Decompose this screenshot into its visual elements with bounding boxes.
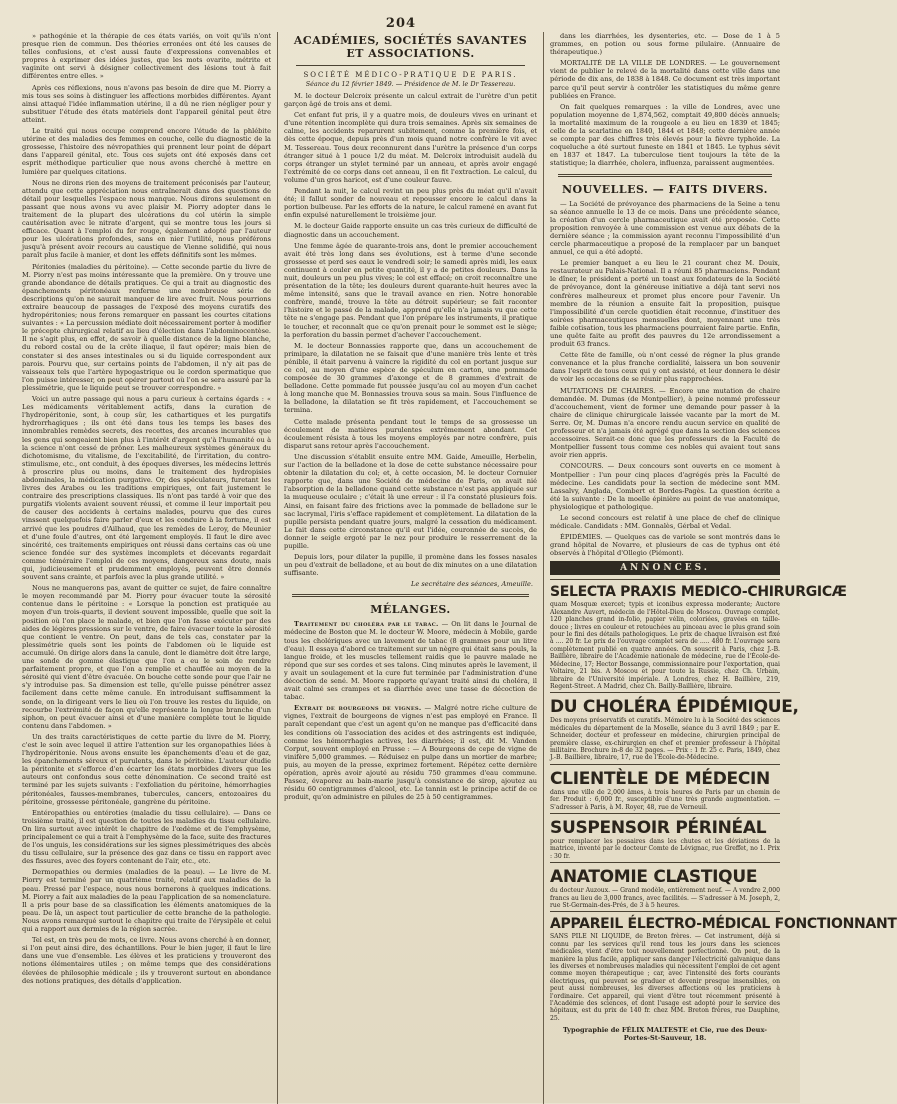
ads-banner: ANNONCES. [550, 561, 780, 575]
ad-headline: SUSPENSOIR PÉRINÉAL [550, 817, 767, 838]
society-report [284, 92, 537, 577]
divider [558, 174, 772, 177]
news-item: Le second concours est relatif à une place de chef de clinique médicale. Candidats : MM. Gonnalès, Gérbal et Vedal. [550, 513, 780, 531]
section-title-news: NOUVELLES. — FAITS DIVERS. [562, 182, 768, 196]
column-left [16, 32, 278, 1104]
news-item: — La Société de prévoyance des pharmaciens de la Seine a tenu sa séance annuelle le 13 de ce mois. Dans une précédente séance, la création d'un cercle pharmaceutique avait été proposée. Cette proposition renvoyée à une commission est venue aux débats de la dernière séance ; la commission ayant reconnu l'impossibilité d'un cercle pharmaceutique a proposé de la remplacer par un banquet annuel, ce qui a été adopté. [550, 199, 780, 257]
article-paragraph: Tel est, en très peu de mots, ce livre. Nous avons cherché à en donner, si l'on peut ainsi dire, des échantillons. Pour le bien juger, il faut le lire dans une vue d'ensemble. Les élèves et les praticiens y trouveront des notions élémentaires utiles ; on même temps que des considérations élevées de philosophie médicale ; ils y trouveront surtout en abondance des notions pratiques, des détails d'application. [22, 936, 271, 985]
melanges-list [284, 620, 537, 801]
news-item: MUTATIONS DE CHAIRES. — Encore une mutation de chaire demandée. M. Dumas (de Montpellier), à peine nommé professeur d'accouchement, vient de former une demande pour passer à la chaire de clinique chirurgicale laissée vacante par la mort de M. Serre. Or, M. Dumas n'a encore rendu aucun service en qualité de professeur et n'a jamais été agrégé que dans la section des sciences accessoires. Serait-ce donc que les professeurs de la Faculté de Montpellier fussent tous comme ces nobles qui avaient tout sans avoir rien appris. [550, 386, 780, 460]
news-paragraph: dans les diarrhées, les dysenteries, etc. — Dose de 1 à 5 grammes, en potion ou sous forme pilulaire. (Annuaire de thérapeutique.) [550, 32, 780, 57]
section-title-academies: ACADÉMIES, SOCIÉTÉS SAVANTES ET ASSOCIATIONS. [293, 34, 528, 60]
advertisement [550, 692, 799, 762]
report-paragraph: M. le docteur Gaide rapporte ensuite un cas très curieux de difficulté de diagnostic dans un accouchement. [284, 222, 537, 239]
report-paragraph: Pendant la nuit, le calcul revint un peu plus près du méat qu'il n'avait été; il fallut sonder de nouveau et repousser encore le calcul dans la portion bulbeuse. Par les efforts de la nature, le calcul ramené en avant fut enfin expulsé naturellement le troisième jour. [284, 187, 537, 220]
news-paragraph: MORTALITÉ DE LA VILLE DE LONDRES. — Le gouvernement vient de publier le relevé de la mortalité dans cette ville dans une période de dix ans, de 1838 à 1848. Ce document est très important parce qu'il peut servir à contrôler les statistiques du même genre publiées en France. [550, 59, 780, 100]
news-paragraph: On fait quelques remarques : la ville de Londres, avec une population moyenne de 1,874,562, comptait 49,800 décès annuels; la mortalité maximum de la rougeole a eu lieu en 1839 et 1845; celle de la scarlatine en 1840, 1844 et 1848; cette dernière année se compte par des chiffres très élevés pour la fièvre typhoïde. La coqueluche a été surtout funeste en 1841 et 1845. Le typhus sévit en 1837 et 1847. La tuberculose tient toujours la tête de la statistique; la diarrhée, cholera, influenza, paraissent augmentées. [550, 102, 780, 168]
report-paragraph: M. le docteur Delcroix présente un calcul extrait de l'urètre d'un petit garçon âgé de trois ans et demi. [284, 92, 537, 109]
melange-text: — Malgré notre riche culture de vignes, l'extrait de bourgeons de vignes n'est pas employé en France. Il paraît cependant que c'est un agent qu'on ne manque pas d'efficacité dans les conditions où l'association des acides et des astringents est indiquée, comme les hémorrhagies actives, les diarrhées; il est, dit M. Vanden Corput, souvent employé en Prusse : — A Bourgeons de cepe de vigne de vinifère 5,000 grammes. — Réduisez en pulpe dans un mortier de marbre; puis, au moyen de la presse, exprimez fortement. Répétez cette dernière opération, après avoir ajouté au résidu 750 grammes d'eau commune. Passez, évaporez au bain-marie jusqu'à consistance de sirop, ajoutez au résidu 60 centigrammes d'alcool, etc. Le tannin est le principe actif de ce produit, qu'on administre en pilules de 25 à 50 centigrammes. [284, 704, 537, 802]
melange-heading: Extrait de bourgeons de vignes. [294, 704, 422, 713]
melange-item [284, 620, 537, 701]
advertisement [550, 862, 780, 909]
advertisement [550, 813, 780, 860]
news-list [550, 200, 780, 558]
advertisement [550, 579, 847, 690]
report-paragraph: Depuis lors, pour dilater la pupille, il promène dans les fosses nasales un peu d'extrait de belladone, et au bout de dix minutes on a une dilatation suffisante. [284, 553, 537, 578]
news-item: ÉPIDÉMIES. — Quelques cas de variole se sont montrés dans le grand hôpital de Novarre, et plusieurs de cas de typhus ont été observés à l'hôpital d'Ollegio (Piémont). [550, 533, 780, 558]
divider [296, 65, 525, 66]
article-paragraph: Nous ne manquerons pas, avant de quitter ce sujet, de faire connaître le moyen recommandé par M. Piorry pour évacuer toute la sérosité contenue dans le péritoine : « Lorsque la ponction est pratiquée au moyen d'un trois-quarts, il devient souvent impossible, quelle que soit la position où l'on place le malade, et bien que l'on fasse exécuter par des aides de légères pressions sur le ventre, de faire évacuer toute la sérosité que contient le ventre. On peut, dans de tels cas, constater par la plessimétrie quels sont les points de l'abdomen où le liquide est accumulé. On dirige alors dans la canule, dont le diamètre doit être large, une sonde de gomme élastique que l'on a eu le soin de rendre parfaitement propre, et que l'on a remplie et chauffée au moyen de la sérosité qui vient d'être évacuée. On bouche cette sonde pour que l'air ne s'y introduise pas. Sa dimension est telle, qu'elle puisse pénétrer assez facilement dans cette même canule. En introduisant suffisamment la sonde, on la dirigeant vers le lieu où l'on trouve les restes du liquide, on recourbe l'extrémité de façon qu'elle représente la longue branche d'un siphon, on peut évacuer ainsi et d'une manière complète tout le liquide contenu dans l'abdomen. » [22, 584, 271, 730]
article-paragraph: Nous ne dirons rien des moyens de traitement préconisés par l'auteur, attendu que cette appréciation nous entraînerait dans des questions de détail pour lesquelles l'espace nous manque. Nous dirons seulement en passant que nous avons vu avec plaisir M. Piorry adopter dans le traitement de la plupart des ulcérations du col utérin la simple cautérisation avec le nitrate d'argent, qui se montre tous les jours si efficace. Quant à l'emploi du fer rouge, également adopté par l'auteur pour les ulcérations profondes, sans en nier l'utilité, nous préférons jusqu'à présent avoir recours au caustique de Vienne solidifié, qui nous paraît plus facile à manier, et dont les effets définitifs sont les mêmes. [22, 178, 271, 260]
melange-heading: Traitement du choléra par le tabac. [294, 620, 439, 629]
ad-headline: CLIENTÈLE DE MÉDECIN [550, 768, 770, 789]
ad-text: quam Mosquæ exercet; typis et iconibus expressa moderante; Auctore Alexandre Auvert, médecin de l'Hôtel-Dieu de Moscou. Ouvrage complet, 120 planches grand in-folio, papier vélin, coloriées, gravées en taille-douce ; livres en couleur et retouchées au pinceau avec le plus grand soin pour le fini des détails pathologiques. Le prix de chaque livraison est fixé à .... 20 fr. Le prix de l'ouvrage complet sera de ..... 480 fr. L'ouvrage sera complètement publié en quatre années. On souscrit à Paris, chez J.-B. Baillière, libraire de l'Académie nationale de médecine, rue de l'École-de-Médecine, 17; Hector Bossange, commissionnaire pour l'exportation, quai Voltaire, 21 bis. A Moscou et pour toute la Russie, chez Ch. Urbain, libraire de l'Université impériale. A Londres, chez H. Baillière, 219, Regent-Street. A Madrid, chez Ch. Bailly-Baillière, libraire. [550, 601, 780, 690]
article-paragraph: Un des traits caractéristiques de cette partie du livre de M. Piorry, c'est le soin avec lequel il attire l'attention sur les organopathies liées à l'hydropéritonie. Nous avons ensuite les épanchements d'eau et de gaz, les épanchements séreux et purulents, dans le péritoine. L'auteur étudie la péritonite et s'efforce d'en écarter les états morbides divers que les auteurs ont confondus sous cette dénomination. Ce second traité est terminé par les sujets suivants : l'exfoliation du péritoine, hémorrhagies péritonéales, fausses-membranes, tubercules, cancers, entozoaires du péritoine, grossesse péritonéale, gangrène du péritoine. [22, 732, 271, 806]
ad-text: pour remplacer les pessaires dans les chutes et les déviations de la matrice, inventé par le docteur Comte de Lévignac, rue Greffet, no 1. Prix : 30 fr. [550, 837, 780, 860]
article-paragraph: Entéropathies ou entéroties (maladie du tissu cellulaire). — Dans ce troisième traité, il est question de toutes les maladies du tissu cellulaire. On lira surtout avec intérêt le chapitre de l'œdème et de l'emphysème, principalement ce qui a trait à l'emphysème de la face, suite des fractures de l'os unguis, les considérations sur les signes plessimétriques des abcès du tissu cellulaire, sur la présence des gaz dans ce tissu en rapport avec des fissures, avec des foyers contenant de l'air, etc., etc. [22, 808, 271, 866]
article-paragraph: Dermopathies ou dermies (maladies de la peau). — Le livre de M. Piorry est terminé par un quatrième traité, relatif aux maladies de la peau. Pressé par l'espace, nous nous bornerons à quelques indications. M. Piorry a fait aux maladies de la peau l'application de sa nomenclature. Il a pris pour base de sa classification les éléments anatomiques de la peau. De là, un aspect tout particulier de cette branche de la pathologie. Nous avons remarqué surtout le chapitre qui traite de l'érysipèle et celui qui a rapport aux dermies de la région sacrée. [22, 868, 271, 934]
session-meta: Séance du 12 février 1849. — Présidence de M. le Dr Tessereau. [305, 80, 516, 88]
secretary-signature: Le secrétaire des séances, Ameuille. [411, 580, 533, 589]
ad-text: Des moyens préservatifs et curatifs. Mémoire lu à la Société des sciences médicales du département de la Moselle, séance du 3 avril 1849 ; par E. Schneider, docteur et professeur en médecine, chirurgien principal de première classe, ex-chirurgien en chef et premier professeur à l'hôpital militaire. Brochure in-8 de 32 pages. — Prix : 1 fr. 25 c. Paris, 1849, chez J.-B. Baillière, libraire, 17, rue de l'École-de-Médecine. [550, 717, 780, 762]
printer-imprint: Typographie de FÉLIX MALTESTE et Cie, rue des Deux-Portes-St-Sauveur, 18. [562, 1026, 768, 1043]
divider [292, 594, 529, 597]
column-middle [278, 32, 544, 1104]
ad-text: du docteur Auzoux. — Grand modèle, entièrement neuf. — A vendre 2,000 francs au lieu de 3,000 francs, avec facilités. — S'adresser à M. Joseph, 2, rue St-Germain-des-Prés, de 3 à 5 heures. [550, 887, 780, 909]
news-item: Cette fête de famille, où n'ont cessé de régner la plus grande convenance et la plus franche cordialité, laissera un bon souvenir dans l'esprit de tous ceux qui y ont assisté, et leur donnera le désir de voir les occasions de se réunir plus rapprochées. [550, 351, 780, 384]
columns [16, 32, 897, 1104]
article-paragraph: Après ces réflexions, nous n'avons pas besoin de dire que M. Piorry a mis tous ses soins à distinguer les affections morbides différentes. Ayant ainsi attaqué l'idée inflammation utérine, il a dû ne rien négliger pour y substituer l'étude des états matériels dont l'appareil génital peut être atteint. [22, 83, 271, 124]
ad-headline: ANATOMIE CLASTIQUE [550, 867, 758, 888]
section-title-melanges: MÉLANGES. [370, 603, 451, 617]
article-paragraph: Le traité qui nous occupe comprend encore l'étude de la phlébite utérine et des maladies des femmes en couche, celle du diagnostic de la grossesse, l'histoire des névropathies qui prennent leur point de départ dans l'appareil génital, etc. Tous ces sujets ont été exposés dans cet esprit méthodique particulier que nous avons cherché à mettre en lumière par quelques citations. [22, 127, 271, 176]
advertisement [550, 764, 780, 811]
society-name: SOCIÉTÉ MÉDICO-PRATIQUE DE PARIS. [303, 71, 518, 79]
ads-list [550, 579, 897, 1022]
report-paragraph: Une discussion s'établit ensuite entre MM. Gaide, Ameuille, Herbelin, sur l'action de la belladone et la dose de cette substance nécessaire pour obtenir la dilatation du col; et, à cette occasion, M. le docteur Cornuier rapporte que, dans une Société de médecine de Paris, on avait nié l'absorption de la belladone quand cette substance n'est pas appliquée sur la muqueuse oculaire ; c'était là une erreur : il l'a constaté plusieurs fois. Ainsi, en faisant faire des frictions avec la pommade de belladone sur le sac lacrymal, l'iris s'efface rapidement et complètement. La dilatation de la pupille persista pendant quatre jours, malgré la cessation du médicament. Le fait dans cette circonstance qu'il eut l'idée, couronnée de succès, de donner le seigle ergoté par le nez pour produire le resserrement de la pupille. [284, 452, 537, 550]
therapeutics-and-mortality [550, 32, 780, 168]
report-paragraph: M. le docteur Bonnassies rapporte que, dans un accouchement de primipare, la dilatation ne se faisait que d'une manière très lente et très pénible, il était parvenu à vaincre la rigidité du col en portant jusque sur ce col, au moyen d'une espèce de spéculum en carton, une pommade composée de 30 grammes d'axonge et de 8 grammes d'extrait de belladone. Cette pommade fut poussée jusqu'au col au moyen d'un cachet à long manche que M. Bonnassies trouva sous sa main. Sous l'influence de la belladone, la dilatation se fit très rapidement, et l'accouchement se termina. [284, 341, 537, 415]
column-right [544, 32, 897, 1104]
article-paragraph: » pathogénie et la thérapie de ces états variés, on voit qu'ils n'ont presque rien de commun. Des théories erronées ont été les causes de telles confusions, et c'est aussi faute d'expressions convenables et propres à exprimer des idées justes, que les mots ovarite, métrite et vaginite ont servi à désigner collectivement des lésions tout à fait différentes entre elles. » [22, 32, 271, 81]
ad-headline: SELECTA PRAXIS MEDICO-CHIRURGICÆ [550, 584, 847, 601]
news-item: CONCOURS. — Deux concours sont ouverts en ce moment à Montpellier : l'un pour cinq places d'agrégés près la Faculté de médecine. Les candidats pour la section de médecine sont MM. Lassalvy, Anglada, Combert et Bordes-Pagès. La question écrite a été la suivante : De la moelle épinière au point de vue anatomique, physiologique et pathologique. [550, 462, 780, 511]
article-paragraph: Voici un autre passage qui nous a paru curieux à certains égards : « Les médicaments véritablement actifs, dans la curation de l'hydropéritonie, sont, à coup sûr, les cathartiques et les purgatifs hydrorrhagiques ; ils ont été dans tous les temps les bases des innombrables remèdes secrets, des recettes, des arcanes incurables que les gens qui songeaient bien plus à l'intérêt d'argent qu'à l'humanité ou à la science n'ont cessé de prôner. Les malheureux systèmes généraux du dichotomisme, du vitalisme, de l'excitabilité, de l'irritation, du contro-stimulisme, etc., ont conduit, à des époques diverses, les médecins lettrés à proscrire plus ou moins, dans le traitement des hydropisies abdominales, la médication purgative. Or, des spéculateurs, furetant les livres des Arabes ou les traditions empiriques, ont fait justement le contraire des prescriptions classiques. Ils n'ont pas tardé à voir que des purgatifs violents avaient souvent réussi, et comme il leur importait peu de causer des accidents à certains malades, pourvu que des cures vinssent quelquefois faire parler d'eux et les conduire à la fortune, il est arrivé que les poudres d'Ailhaud, que les remèdes de Leroy, de Meunier et d'une foule d'autres, ont été largement employés. Il faut le dire avec sincérité, ces traitements empiriques ont réussi dans certains cas où une science fondée sur des systèmes incomplets et décevants regardait comme téméraire l'emploi de ces moyens, dangereux sans doute, mais qui, judicieusement et prudemment employés, peuvent être donnés souvent sans crainte, et parfois avec la plus grande utilité. » [22, 395, 271, 582]
advertisement [550, 911, 897, 1022]
report-paragraph: Cette malade présenta pendant tout le temps de sa grossesse un écoulement de matières purulentes extrêmement abondant. Cet écoulement résista à tous les moyens employés par notre confrère, puis disparut sans retour après l'accouchement. [284, 417, 537, 450]
page-number: 204 [385, 16, 417, 31]
report-paragraph: Une femme âgée de quarante-trois ans, dont le premier accouchement avait été très long dans ses évolutions, est à terme d'une seconde grossesse et perd ses eaux le vendredi soir; le samedi après midi, les eaux continuent à couler en petite quantité, il y a de petites douleurs. Dans la nuit, douleurs un peu plus vives; le col est effacé; on croit reconnaître une présentation de la tête; les douleurs durent quarante-huit heures avec la même intensité, sans que le travail avance en rien. Notre honorable confrère, mandé, trouve la tête au détroit supérieur; se fait raconter l'histoire et le passé de la malade, apprend qu'elle n'a jamais vu que cette tête ne s'engage pas. Pendant que l'on prépare les instruments, il pratique le toucher, et reconnaît que ce qu'on prenait pour le sommet est le siège; la perforation du bassin permet d'achever l'accouchement. [284, 241, 537, 339]
article-paragraph: Péritonies (maladies du péritoine). — Cette seconde partie du livre de M. Piorry n'est pas moins intéressante que la première. On y trouve une grande abondance de détails pratiques. Ce qui a trait au diagnostic des épanchements péritonéaux renferme une nombreuse série de descriptions qu'on ne saurait manquer de lire avec fruit. Nous pourrions extraire beaucoup de passages de l'exposé des moyens curatifs des hydropéritonies; nous ferons remarquer en passant les courtes citations suivantes : « La percussion médiate doit nécessairement porter à modifier le précepte chirurgical relatif au lieu d'élection dans l'abdominocentèse. Il ne s'agit plus, en effet, de savoir à quelle distance de la ligne blanche, du rebord costal ou de la crête iliaque, il faut opérer; mais bien de constater si des anses intestinales ou si du liquide correspondent aux parois. Pourvu que, sur certains points de l'abdomen, il n'y ait pas de vaisseaux tels que l'artère hypogastrique ou le cordon spermatique que l'on puisse intéresser, on peut opérer partout où l'on se sera assuré par la plessimétrie, que le liquide peut se trouver correspondre. » [22, 262, 271, 392]
ad-text: SANS PILE NI LIQUIDE, de Breton frères. — Cet instrument, déjà si connu par les services qu'il rend tous les jours dans les sciences médicales, vient d'être tout nouvellement perfectionné. On peut, de la manière la plus facile, appliquer sans danger l'électricité galvanique dans les diverses et nombreuses maladies qui nécessitent l'emploi de cet agent comme moyen thérapeutique ; car, avec l'intensité des forts courants électriques, qui peuvent se graduer et devenir presque insensibles, on peut aussi nombreuses, les diverses affections où les praticiens à l'ordinaire. Cet appareil, qui vient d'être tout récemment présenté à l'Académie des sciences, et dont l'usage est adopté pour le service des hôpitaux, est du prix de 140 fr. chez MM. Breton frères, rue Dauphine, 25. [550, 933, 780, 1022]
ad-text: dans une ville de 2,000 âmes, à trois heures de Paris par un chemin de fer. Produit : 6,000 fr., susceptible d'une très grande augmentation. — S'adresser à Paris, à M. Royer, 48, rue de Verneuil. [550, 788, 780, 811]
melange-text: — On lit dans le Journal de médecine de Boston que M. le docteur W. Moore, médecin à Mobile, garde tous les cholériques avec un lavement de tabac (8 grammes pour un litre d'eau). Il essaya d'abord ce traitement sur un nègre qui était sans pouls, la langue froide, et les muscles tellement raidis que le pauvre malade ne répond que sur ses cordes et ses talons. Cinq minutes après le lavement, il y avait un soulagement et la cure fut terminée par l'administration d'une décoction de sené. M. Moore rapporte qu'ayant traité ainsi du choléra, il avait calmé ses crampes et sa diarrhée avec une tasse de décoction de tabac. [284, 620, 537, 702]
ad-headline: DU CHOLÉRA ÉPIDÉMIQUE, [550, 697, 799, 718]
report-paragraph: Cet enfant fut pris, il y a quatre mois, de douleurs vives en urinant et d'une rétention incomplète qui dura trois semaines. Après six semaines de calme, les accidents reparurent subitement, comme la première fois, et dès cette époque, depuis près d'un mois quand notre confrère le vit avec M. Tessereau. Tous deux reconnurent dans l'urètre la présence d'un corps étranger situé à 1 pouce 1/2 du méat. M. Delcroix introduisit audelà du corps étranger un stylet terminé par un anneau, et après avoir engagé l'extrémité de ce corps dans cet anneau, il en fit l'extraction. Le calcul, du volume d'un gros haricot, est d'une couleur fauve. [284, 111, 537, 184]
ad-headline: APPAREIL ÉLECTRO-MÉDICAL FONCTIONNANT [550, 916, 897, 933]
news-item: Le premier banquet a eu lieu le 21 courant chez M. Douix, restaurateur au Palais-National. Il a réuni 85 pharmaciens. Pendant le dîner, le président a porté un toast aux fondateurs de la Société de prévoyance, dont la généreuse initiative a déjà tant servi nos confrères malheureux et promet plus encore pour l'avenir. Un membre de la réunion a ensuite fait la proposition, puisque l'impossibilité d'un cercle quotidien était reconnue, d'instituer des soirées pharmaceutiques mensuelles dont, moyennant une très faible cotisation, tous les pharmaciens pourraient faire partie. Enfin, une quête faite au profit des pauvres du 12e arrondissement a produit 63 francs. [550, 259, 780, 349]
melange-item [284, 704, 537, 801]
